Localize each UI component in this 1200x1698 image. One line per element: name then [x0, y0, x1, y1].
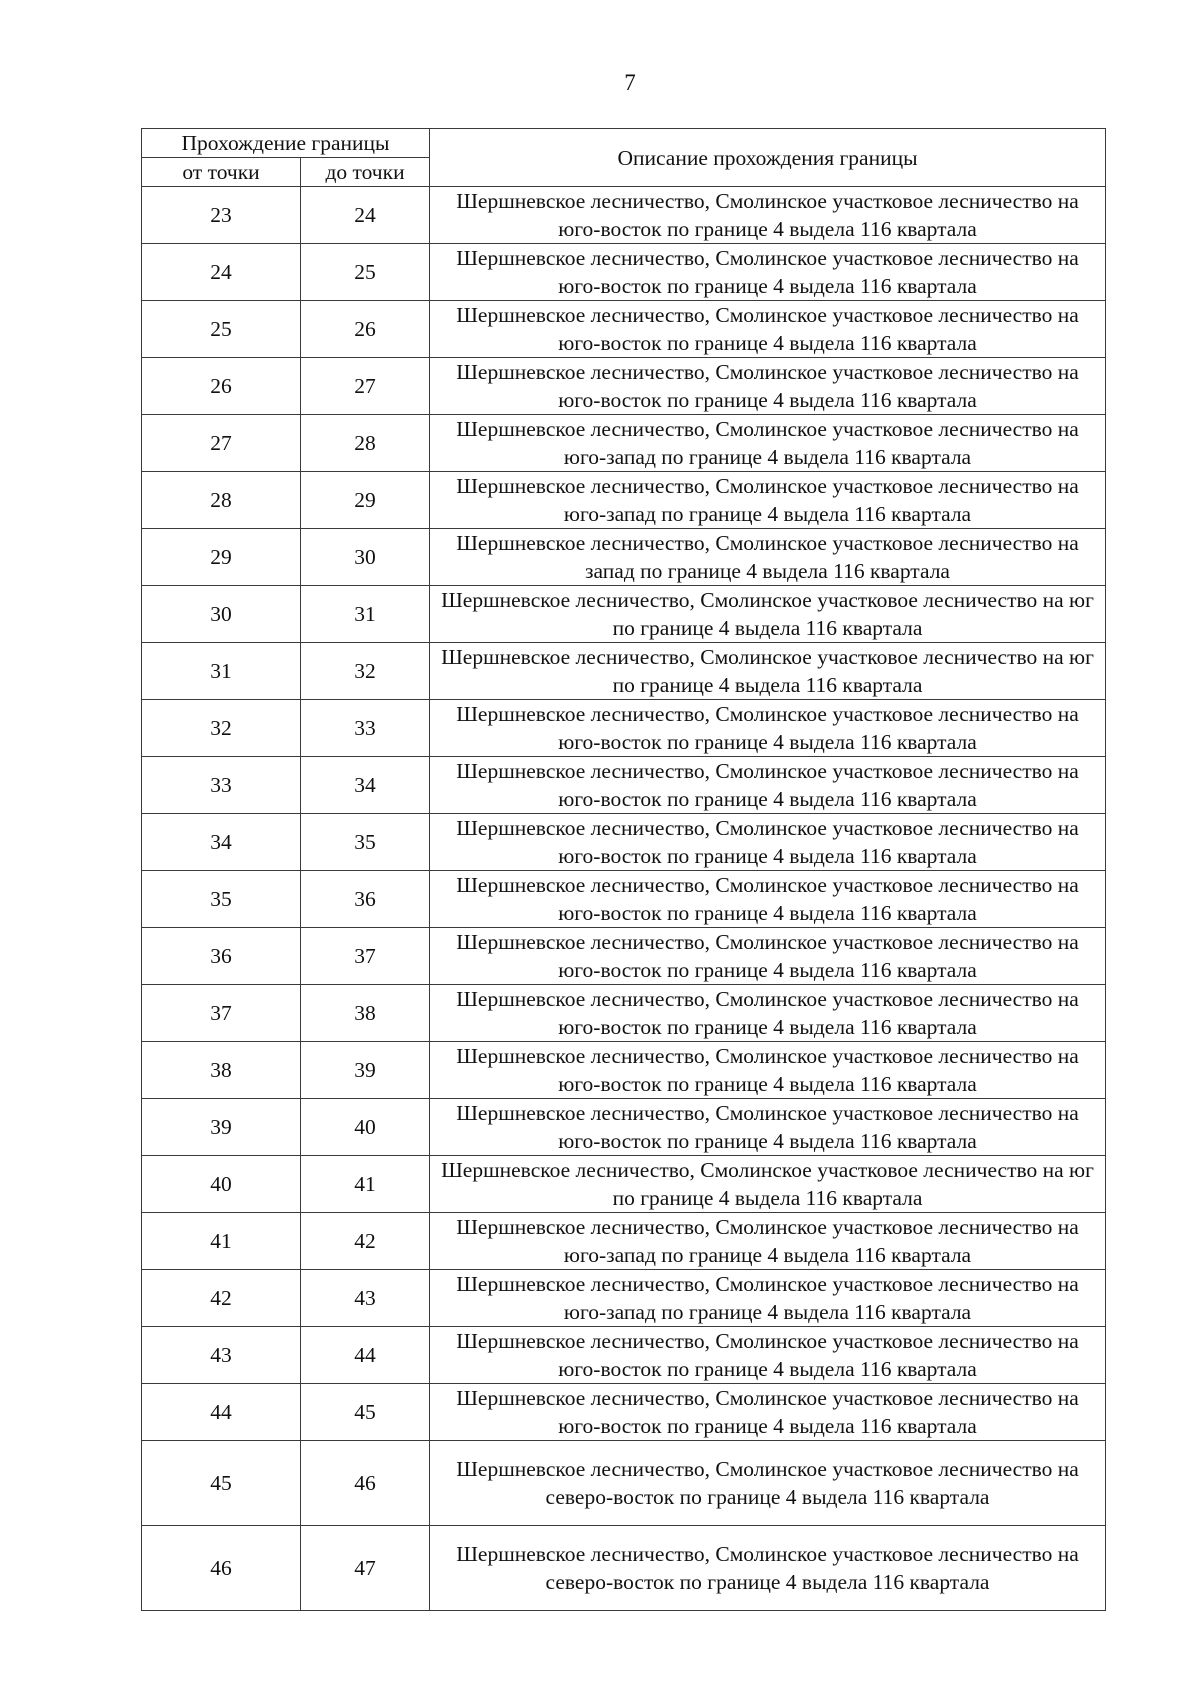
cell-description: Шершневское лесничество, Смолинское участковое лесничество на юго-восток по границе 4 выдела 116 квартала [430, 1099, 1106, 1156]
cell-description: Шершневское лесничество, Смолинское участковое лесничество на юго-восток по границе 4 выдела 116 квартала [430, 1384, 1106, 1441]
cell-to-point: 42 [301, 1213, 430, 1270]
cell-description: Шершневское лесничество, Смолинское участковое лесничество на юго-восток по границе 4 выдела 116 квартала [430, 1042, 1106, 1099]
table-row [142, 301, 1106, 358]
cell-from-point: 23 [142, 187, 301, 244]
cell-description: Шершневское лесничество, Смолинское участковое лесничество на юго-восток по границе 4 выдела 116 квартала [430, 757, 1106, 814]
cell-description: Шершневское лесничество, Смолинское участковое лесничество на юго-восток по границе 4 выдела 116 квартала [430, 700, 1106, 757]
table-row [142, 358, 1106, 415]
cell-to-point: 36 [301, 871, 430, 928]
table-row [142, 814, 1106, 871]
cell-description: Шершневское лесничество, Смолинское участковое лесничество на юго-восток по границе 4 выдела 116 квартала [430, 244, 1106, 301]
cell-from-point: 34 [142, 814, 301, 871]
cell-from-point: 39 [142, 1099, 301, 1156]
cell-description: Шершневское лесничество, Смолинское участковое лесничество на юго-запад по границе 4 выдела 116 квартала [430, 472, 1106, 529]
cell-description: Шершневское лесничество, Смолинское участковое лесничество на северо-восток по границе 4 выдела 116 квартала [430, 1441, 1106, 1526]
cell-to-point: 31 [301, 586, 430, 643]
cell-to-point: 33 [301, 700, 430, 757]
table-row [142, 1156, 1106, 1213]
cell-from-point: 29 [142, 529, 301, 586]
table-row [142, 1441, 1106, 1526]
cell-to-point: 43 [301, 1270, 430, 1327]
table-row [142, 472, 1106, 529]
table-row [142, 700, 1106, 757]
cell-description: Шершневское лесничество, Смолинское участковое лесничество на юго-восток по границе 4 выдела 116 квартала [430, 928, 1106, 985]
cell-to-point: 47 [301, 1526, 430, 1611]
cell-from-point: 25 [142, 301, 301, 358]
cell-description: Шершневское лесничество, Смолинское участковое лесничество на юго-восток по границе 4 выдела 116 квартала [430, 871, 1106, 928]
cell-to-point: 28 [301, 415, 430, 472]
header-description: Описание прохождения границы [430, 129, 1106, 187]
cell-from-point: 24 [142, 244, 301, 301]
table-row [142, 187, 1106, 244]
cell-description: Шершневское лесничество, Смолинское участковое лесничество на юго-запад по границе 4 выдела 116 квартала [430, 1213, 1106, 1270]
table-row [142, 928, 1106, 985]
table-row [142, 1327, 1106, 1384]
cell-from-point: 45 [142, 1441, 301, 1526]
cell-to-point: 41 [301, 1156, 430, 1213]
cell-from-point: 38 [142, 1042, 301, 1099]
cell-from-point: 27 [142, 415, 301, 472]
cell-from-point: 26 [142, 358, 301, 415]
cell-from-point: 37 [142, 985, 301, 1042]
cell-description: Шершневское лесничество, Смолинское участковое лесничество на запад по границе 4 выдела 116 квартала [430, 529, 1106, 586]
boundary-table [141, 128, 1106, 1611]
cell-description: Шершневское лесничество, Смолинское участковое лесничество на юг по границе 4 выдела 116 квартала [430, 586, 1106, 643]
cell-from-point: 32 [142, 700, 301, 757]
cell-description: Шершневское лесничество, Смолинское участковое лесничество на юго-восток по границе 4 выдела 116 квартала [430, 301, 1106, 358]
cell-from-point: 43 [142, 1327, 301, 1384]
cell-from-point: 33 [142, 757, 301, 814]
cell-from-point: 42 [142, 1270, 301, 1327]
cell-to-point: 27 [301, 358, 430, 415]
cell-from-point: 30 [142, 586, 301, 643]
cell-to-point: 24 [301, 187, 430, 244]
table-header [142, 129, 1106, 187]
table-row [142, 643, 1106, 700]
cell-from-point: 44 [142, 1384, 301, 1441]
cell-to-point: 44 [301, 1327, 430, 1384]
table-row [142, 1384, 1106, 1441]
cell-to-point: 25 [301, 244, 430, 301]
header-to-point: до точки [301, 158, 430, 187]
cell-description: Шершневское лесничество, Смолинское участковое лесничество на юго-восток по границе 4 выдела 116 квартала [430, 814, 1106, 871]
table-row [142, 1270, 1106, 1327]
cell-to-point: 38 [301, 985, 430, 1042]
cell-description: Шершневское лесничество, Смолинское участковое лесничество на юго-запад по границе 4 выдела 116 квартала [430, 1270, 1106, 1327]
page-number: 7 [624, 70, 636, 95]
table-row [142, 1099, 1106, 1156]
cell-from-point: 46 [142, 1526, 301, 1611]
cell-from-point: 35 [142, 871, 301, 928]
table-row [142, 244, 1106, 301]
table-body [142, 187, 1106, 1611]
cell-to-point: 29 [301, 472, 430, 529]
cell-to-point: 40 [301, 1099, 430, 1156]
cell-to-point: 37 [301, 928, 430, 985]
cell-from-point: 31 [142, 643, 301, 700]
table-row [142, 871, 1106, 928]
table-row [142, 1042, 1106, 1099]
table-row [142, 1213, 1106, 1270]
cell-from-point: 28 [142, 472, 301, 529]
cell-description: Шершневское лесничество, Смолинское участковое лесничество на юго-восток по границе 4 выдела 116 квартала [430, 358, 1106, 415]
header-from-point: от точки [142, 158, 301, 187]
table-row [142, 586, 1106, 643]
cell-to-point: 34 [301, 757, 430, 814]
cell-to-point: 45 [301, 1384, 430, 1441]
cell-to-point: 32 [301, 643, 430, 700]
cell-description: Шершневское лесничество, Смолинское участковое лесничество на юг по границе 4 выдела 116 квартала [430, 643, 1106, 700]
cell-to-point: 26 [301, 301, 430, 358]
cell-to-point: 35 [301, 814, 430, 871]
cell-description: Шершневское лесничество, Смолинское участковое лесничество на юго-восток по границе 4 выдела 116 квартала [430, 1327, 1106, 1384]
cell-to-point: 30 [301, 529, 430, 586]
table-row [142, 985, 1106, 1042]
table-row [142, 1526, 1106, 1611]
table-row [142, 415, 1106, 472]
cell-description: Шершневское лесничество, Смолинское участковое лесничество на юго-восток по границе 4 выдела 116 квартала [430, 985, 1106, 1042]
cell-to-point: 46 [301, 1441, 430, 1526]
cell-description: Шершневское лесничество, Смолинское участковое лесничество на юг по границе 4 выдела 116 квартала [430, 1156, 1106, 1213]
header-boundary-passage: Прохождение границы [142, 129, 430, 158]
cell-description: Шершневское лесничество, Смолинское участковое лесничество на юго-восток по границе 4 выдела 116 квартала [430, 187, 1106, 244]
cell-from-point: 40 [142, 1156, 301, 1213]
table-row [142, 529, 1106, 586]
cell-to-point: 39 [301, 1042, 430, 1099]
cell-from-point: 41 [142, 1213, 301, 1270]
cell-from-point: 36 [142, 928, 301, 985]
cell-description: Шершневское лесничество, Смолинское участковое лесничество на юго-запад по границе 4 выдела 116 квартала [430, 415, 1106, 472]
table-row [142, 757, 1106, 814]
cell-description: Шершневское лесничество, Смолинское участковое лесничество на северо-восток по границе 4 выдела 116 квартала [430, 1526, 1106, 1611]
